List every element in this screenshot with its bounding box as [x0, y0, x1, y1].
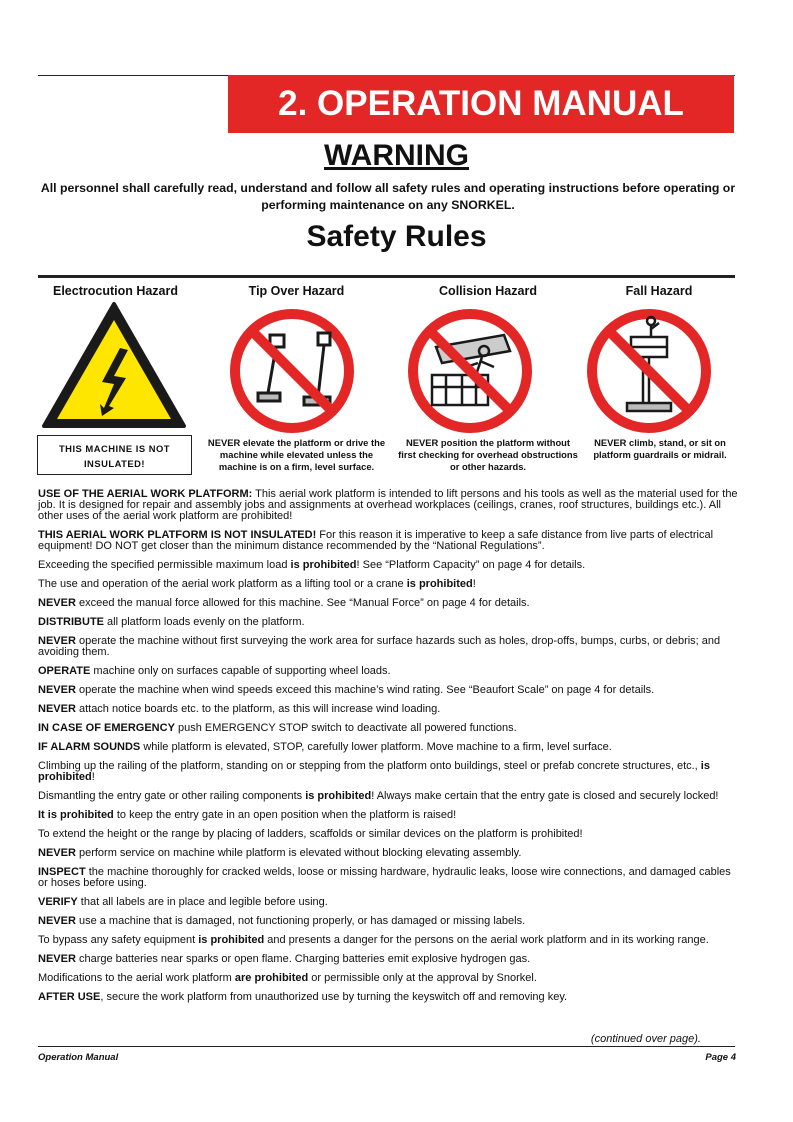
section-divider	[38, 275, 735, 278]
hazard-title-electrocution: Electrocution Hazard	[52, 284, 179, 298]
rule-item: AFTER USE, secure the work platform from unauthorized use by turning the keyswitch off and removing key.	[38, 991, 568, 1003]
rule-item: DISTRIBUTE all platform loads evenly on the platform.	[38, 616, 305, 628]
rule-item: USE OF THE AERIAL WORK PLATFORM: This aerial work platform is intended to lift persons and his tools as well as the material used for the job. It is designed for repair and assembly jobs and assignments at overhead workplaces (ceilings, cranes, roof structures, buildings etc.). All other uses of the aerial work platform are prohibited!	[38, 488, 738, 522]
rule-item: It is prohibited to keep the entry gate in an open position when the platform is raised!	[38, 809, 457, 821]
rule-item: Modifications to the aerial work platform are prohibited or permissible only at the approval by Snorkel.	[38, 972, 537, 984]
hazard-title-fall: Fall Hazard	[625, 284, 693, 298]
rule-item: To extend the height or the range by placing of ladders, scaffolds or similar devices on the platform is prohibited!	[38, 828, 583, 840]
rule-item: NEVER operate the machine when wind speeds exceed this machine’s wind rating. See “Beaufort Scale” on page 4 for details.	[38, 684, 655, 696]
electrocution-warning-icon	[40, 300, 188, 430]
continued-note: (continued over page).	[590, 1033, 701, 1045]
rule-item: VERIFY that all labels are in place and legible before using.	[38, 896, 328, 908]
rule-item: OPERATE machine only on surfaces capable of supporting wheel loads.	[38, 665, 391, 677]
rule-item: Exceeding the specified permissible maximum load is prohibited! See “Platform Capacity” on page 4 for details.	[38, 559, 586, 571]
safety-rules-list	[38, 489, 738, 1011]
tip-over-prohibited-icon	[228, 307, 356, 435]
hazard-caption-tip-over: NEVER elevate the platform or drive the machine while elevated unless the machine is on a firm, level surface.	[207, 437, 386, 472]
warning-title: WARNING	[324, 139, 469, 172]
rule-item: NEVER perform service on machine while platform is elevated without blocking elevating assembly.	[38, 847, 522, 859]
footer-manual-name: Operation Manual	[38, 1052, 119, 1063]
rule-item: The use and operation of the aerial work platform as a lifting tool or a crane is prohibited!	[38, 578, 476, 590]
hazard-title-tip-over: Tip Over Hazard	[248, 284, 345, 298]
rule-item: NEVER attach notice boards etc. to the platform, as this will increase wind loading.	[38, 703, 441, 715]
rule-item: NEVER exceed the manual force allowed for this machine. See “Manual Force” on page 4 for details.	[38, 597, 530, 609]
hazard-caption-collision: NEVER position the platform without first checking for overhead obstructions or other hazards.	[398, 437, 578, 472]
footer-rule	[38, 1046, 735, 1047]
rule-item: IF ALARM SOUNDS while platform is elevated, STOP, carefully lower platform. Move machine to a firm, level surface.	[38, 741, 612, 753]
hazard-title-collision: Collision Hazard	[439, 284, 537, 298]
not-insulated-notice: THIS MACHINE IS NOT INSULATED!	[37, 435, 192, 475]
hazard-caption-fall: NEVER climb, stand, or sit on platform guardrails or midrail.	[593, 437, 727, 460]
rule-item: NEVER operate the machine without first surveying the work area for surface hazards such as holes, drop-offs, bumps, curbs, or debris; and avoiding them.	[38, 635, 721, 658]
rule-item: Dismantling the entry gate or other railing components is prohibited! Always make certain that the entry gate is closed and securely locked!	[38, 790, 719, 802]
rule-item: To bypass any safety equipment is prohibited and presents a danger for the persons on the aerial work platform and in its working range.	[38, 934, 709, 946]
rule-item: NEVER charge batteries near sparks or open flame. Charging batteries emit explosive hydrogen gas.	[38, 953, 531, 965]
fall-prohibited-icon	[585, 307, 713, 435]
safety-rules-title: Safety Rules	[306, 220, 487, 253]
rule-item: IN CASE OF EMERGENCY push EMERGENCY STOP switch to deactivate all powered functions.	[38, 722, 517, 734]
rule-item: THIS AERIAL WORK PLATFORM IS NOT INSULATED! For this reason it is imperative to keep a safe distance from live parts of electrical equipment! DO NOT get closer than the minimum distance recommended by the “National Regulations”.	[38, 529, 714, 552]
section-banner: 2. OPERATION MANUAL	[228, 75, 734, 133]
rule-item: INSPECT the machine thoroughly for cracked welds, loose or missing hardware, hydraulic leaks, loose wire connections, and damaged cables or hoses before using.	[38, 866, 731, 889]
rule-item: Climbing up the railing of the platform, standing on or stepping from the platform onto buildings, steel or prefab concrete structures, etc., is prohibited!	[38, 760, 710, 783]
warning-text: All personnel shall carefully read, understand and follow all safety rules and operating instructions before operating or performing maintenance on any SNORKEL.	[40, 181, 736, 212]
footer-page-number: Page 4	[705, 1052, 736, 1063]
collision-prohibited-icon	[406, 307, 534, 435]
rule-item: NEVER use a machine that is damaged, not functioning properly, or has damaged or missing labels.	[38, 915, 526, 927]
